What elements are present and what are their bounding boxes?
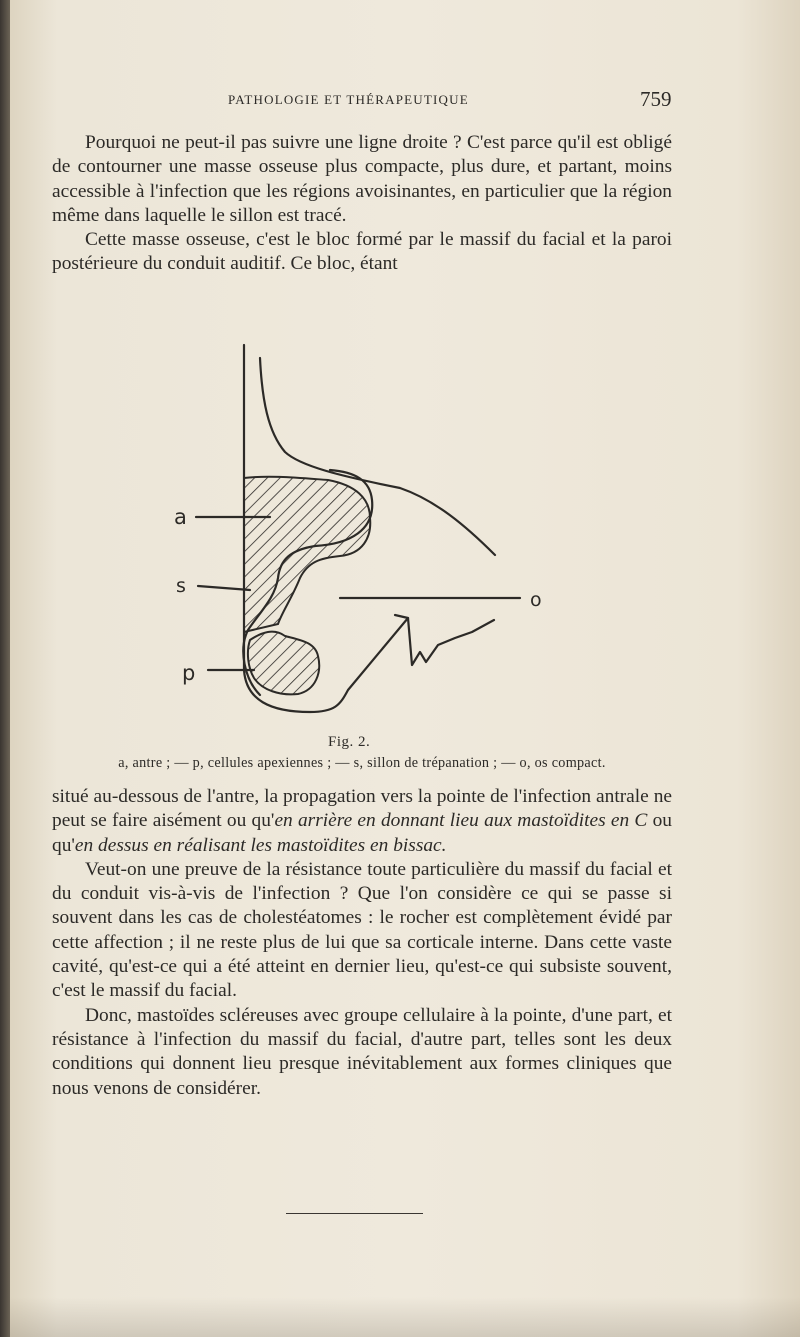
paragraph-situe-italic-1: en arrière en donnant lieu aux mastoïdites en C bbox=[274, 810, 648, 832]
end-rule bbox=[286, 1213, 423, 1214]
paragraph-cette-masse: Cette masse osseuse, c'est le bloc formé par le massif du facial et la paroi postérieure du conduit auditif. Ce bloc, étant bbox=[52, 229, 672, 275]
apex-cells-hatched-area bbox=[248, 632, 319, 695]
figure-legend: a, antre ; — p, cellules apexiennes ; — s, sillon de trépanation ; — o, os compact. bbox=[118, 755, 606, 771]
figure-title: Fig. 2. bbox=[328, 734, 371, 750]
text-block-bottom bbox=[52, 785, 672, 1101]
paragraph-situe-italic-2: en dessus en réalisant les mastoïdites en bissac. bbox=[74, 834, 447, 856]
paragraph-situe-seg-1: situé au-dessous de l'antre, la propagation vers la pointe de l'infection antrale ne peut se faire aisément ou qu' bbox=[52, 786, 672, 832]
figure-2-diagram bbox=[150, 340, 570, 730]
compact-bone-edge bbox=[395, 615, 494, 665]
figure-label-s: s bbox=[176, 575, 186, 597]
paragraph-situe-seg-3: ou qu' bbox=[52, 810, 672, 856]
page-number: 759 bbox=[640, 87, 672, 111]
paragraph-veut-on: Veut-on une preuve de la résistance toute particulière du massif du facial et du conduit vis-à-vis de l'infection ? Que l'on considère ce qui se passe si souvent dans les cas de cholestéatomes : le rocher est complètement évidé par cette affection ; il ne reste plus de lui que sa corticale interne. Dans cette vaste cavité, qu'est-ce qui a été atteint en dernier lieu, qu'est-ce qui subsiste souvent, c'est le massif du facial. bbox=[52, 858, 672, 1002]
book-spine-shadow bbox=[0, 0, 10, 1337]
tick-s bbox=[198, 586, 250, 590]
page-bottom-shade bbox=[10, 1297, 800, 1337]
figure-label-o: o bbox=[530, 589, 542, 611]
figure-label-p: p bbox=[182, 661, 196, 685]
paragraph-donc: Donc, mastoïdes scléreuses avec groupe cellulaire à la pointe, d'une part, et résistance à l'infection du massif du facial, d'autre part, telles sont les deux conditions qui donnent lieu presque inévitablement aux formes cliniques que nous venons de considérer. bbox=[52, 1004, 672, 1099]
running-title: PATHOLOGIE ET THÉRAPEUTIQUE bbox=[228, 92, 469, 107]
figure-label-a: a bbox=[174, 505, 187, 529]
antrum-hatched-area bbox=[244, 477, 370, 632]
paragraph-situe bbox=[52, 785, 672, 858]
text-block-top bbox=[52, 131, 672, 277]
paragraph-pourquoi: Pourquoi ne peut-il pas suivre une ligne droite ? C'est parce qu'il est obligé de contourner une masse osseuse plus compacte, plus dure, et partant, moins accessible à l'infection que les régions avoisinantes, en particulier que la région même dans laquelle le sillon est tracé. bbox=[52, 132, 672, 226]
